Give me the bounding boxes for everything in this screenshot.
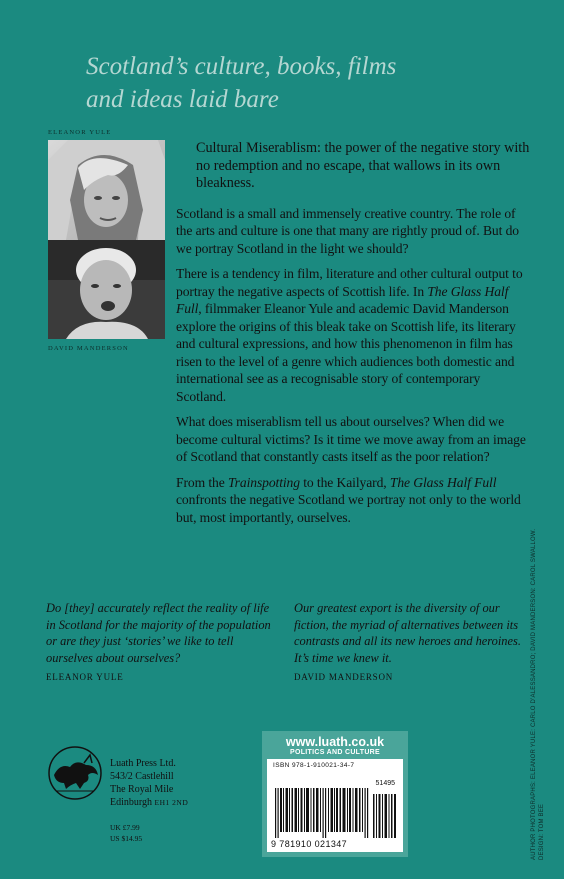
photo-caption-eleanor: ELEANOR YULE (48, 129, 112, 136)
blurb (176, 140, 530, 534)
paragraph-3: What does miserablism tell us about ourselves? When did we become cultural victims? Is it time we move away from an image of Scotland that constantly casts itself as the poor relation? (176, 414, 526, 464)
credits-line-1: AUTHOR PHOTOGRAPHS: ELEANOR YULE: CARLO D’ALESSANDRO; DAVID MANDERSON: CAROL SWALLOW. (531, 528, 537, 860)
credits-line-2: DESIGN: TOM BEE (539, 803, 545, 860)
publisher-address-2: The Royal Mile (110, 784, 174, 795)
book-title: The Glass Half Full (176, 283, 509, 316)
paragraph-4 (176, 474, 530, 527)
category-label: POLITICS AND CULTURE (290, 749, 380, 756)
author-photo-david (48, 240, 165, 339)
quote-david-text: Our greatest export is the diversity of our fiction, the myriad of alternatives between its contrasts and all its new heroes and heroines. It’s time we knew it. (294, 601, 521, 665)
lead-paragraph: Cultural Miserablism: the power of the negative story with no redemption and no escape, that wallows in its own bleakness. (196, 140, 530, 191)
luath-logo-icon (46, 745, 104, 805)
publisher-address (110, 757, 188, 809)
price-us: US $14.95 (110, 834, 143, 843)
author-photo-eleanor (48, 140, 165, 240)
quote-david (294, 600, 526, 686)
paragraph-4-part-c: confronts the negative Scotland we portray not only to the world but, most importantly, ourselves. (176, 492, 521, 525)
tagline-line-2: and ideas laid bare (86, 86, 279, 113)
barcode-icon (273, 788, 399, 838)
publisher-city-line (110, 796, 188, 809)
barcode-header (262, 731, 408, 759)
price-uk: UK £7.99 (110, 823, 140, 832)
prices (110, 822, 142, 844)
publisher-address-1: 543/2 Castlehill (110, 771, 174, 782)
barcode-panel (262, 731, 408, 857)
barcode-number: 9 781910 021347 (271, 839, 348, 849)
paragraph-2 (176, 265, 530, 405)
quote-eleanor-text: Do [they] accurately reflect the reality of life in Scotland for the majority of the population or are they just ‘stories’ we like to tell ourselves about ourselves? (46, 601, 271, 665)
website-url: www.luath.co.uk (285, 735, 385, 749)
book-title-2: The Glass Half Full (389, 474, 497, 490)
barcode-addon: 51495 (375, 780, 395, 787)
quote-eleanor (46, 600, 278, 686)
quote-eleanor-author: ELEANOR YULE (46, 672, 124, 682)
film-title: Trainspotting (227, 474, 300, 490)
tagline (86, 50, 466, 116)
paragraph-2-part-b: , filmmaker Eleanor Yule and academic David Manderson explore the origins of this bleak take on Scottish life, its literary and cultural expressions, and how this phenomenon in film has risen to the level of a genre which audiences both domestic and international see as a recognisable story of contemporary Scotland. (176, 301, 516, 404)
paragraph-1: Scotland is a small and immensely creative country. The role of the arts and culture is one that many are rightly proud of. But do we portray Scotland in the light we should? (176, 205, 519, 256)
publisher-city: Edinburgh (110, 797, 153, 808)
publisher-name: Luath Press Ltd. (110, 758, 176, 769)
publisher-postcode: EH1 2ND (154, 798, 189, 807)
isbn-text: ISBN 978-1-910021-34-7 (273, 762, 355, 769)
quote-david-author: DAVID MANDERSON (294, 672, 394, 682)
paragraph-4-part-b: to the Kailyard, (299, 474, 390, 490)
tagline-line-1: Scotland’s culture, books, films (86, 53, 397, 80)
paragraph-2-part-a: There is a tendency in film, literature and other cultural output to portray the negative aspects of Scottish life. In (176, 266, 523, 299)
paragraph-4-part-a: From the (176, 474, 228, 490)
photo-caption-david: DAVID MANDERSON (48, 345, 129, 352)
photo-credits (530, 480, 546, 860)
